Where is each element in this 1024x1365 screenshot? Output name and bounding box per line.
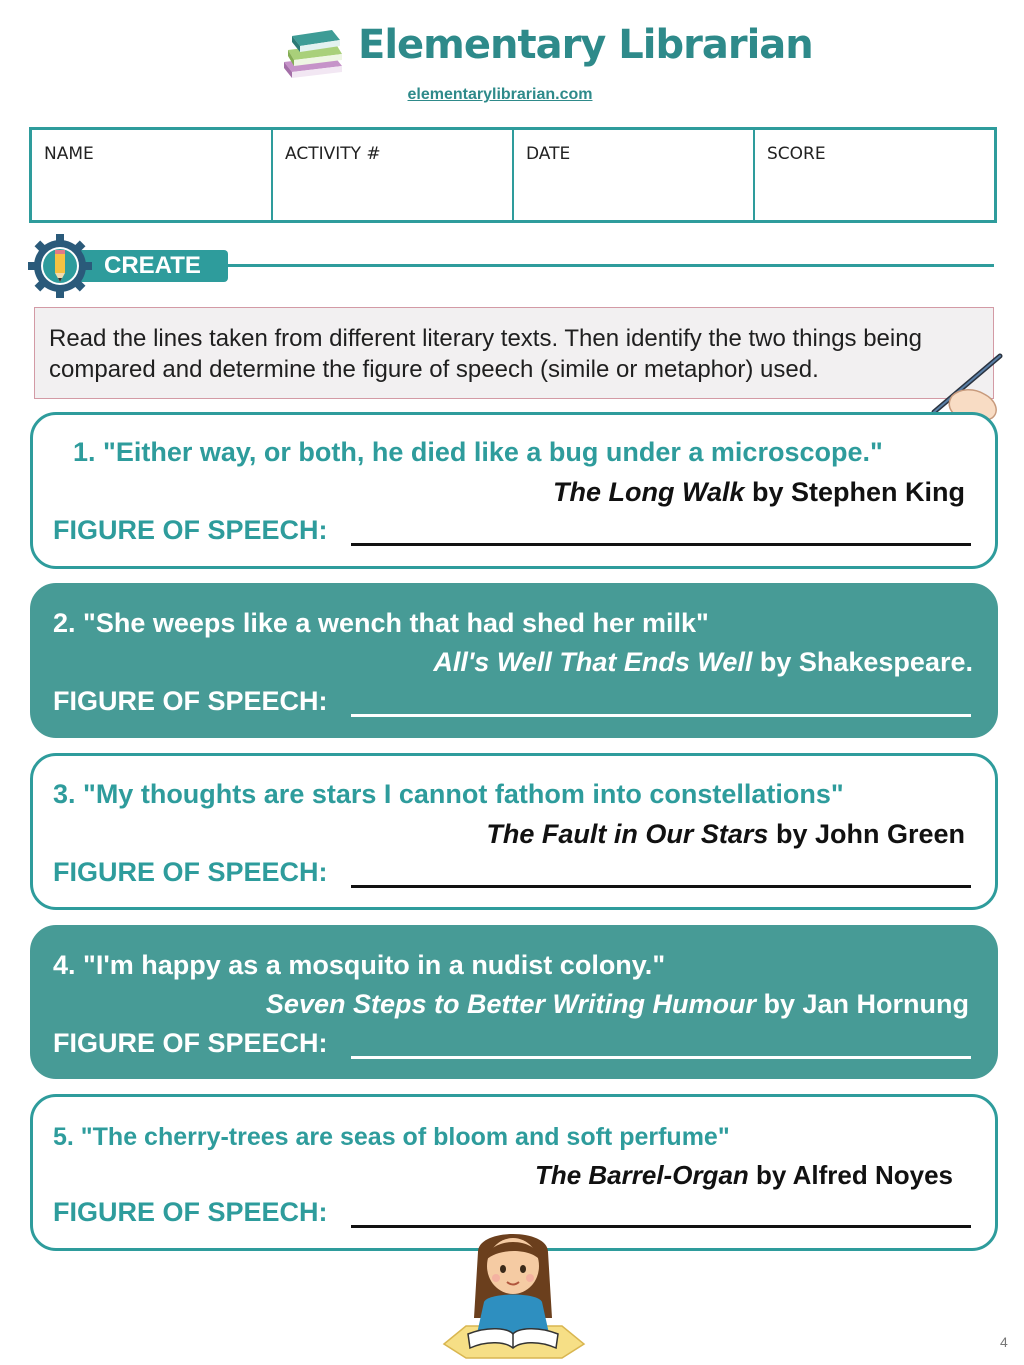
source-author: by John Green xyxy=(768,819,965,849)
question-source xyxy=(433,647,973,678)
source-author: by Jan Hornung xyxy=(755,989,969,1019)
question-quote: 5. "The cherry-trees are seas of bloom and soft perfume" xyxy=(53,1123,730,1151)
question-quote: 1. "Either way, or both, he died like a bug under a microscope." xyxy=(73,437,883,467)
activity-field[interactable]: ACTIVITY # xyxy=(273,130,514,220)
girl-reading-illustration xyxy=(438,1222,588,1362)
source-author: by Shakespeare. xyxy=(752,647,973,677)
question-quote: 2. "She weeps like a wench that had shed her milk" xyxy=(53,608,709,638)
question-card-4 xyxy=(30,925,998,1079)
answer-label: FIGURE OF SPEECH: xyxy=(53,1028,328,1058)
question-source xyxy=(535,1160,953,1191)
source-title: Seven Steps to Better Writing Humour xyxy=(265,989,756,1019)
answer-label: FIGURE OF SPEECH: xyxy=(53,515,328,545)
score-field[interactable]: SCORE xyxy=(767,144,826,164)
source-author: by Stephen King xyxy=(744,477,965,507)
question-card-1 xyxy=(30,412,998,569)
website-link[interactable]: elementarylibrarian.com xyxy=(407,86,593,103)
answer-blank[interactable] xyxy=(351,543,971,546)
question-source xyxy=(486,819,965,850)
source-title: The Fault in Our Stars xyxy=(486,819,769,849)
answer-blank[interactable] xyxy=(351,885,971,888)
page-number: 4 xyxy=(1000,1334,1008,1350)
section-label: CREATE xyxy=(104,252,201,279)
section-divider xyxy=(220,264,994,267)
gear-pencil-icon xyxy=(28,234,92,298)
source-title: The Barrel-Organ xyxy=(534,1160,749,1190)
answer-label: FIGURE OF SPEECH: xyxy=(53,686,328,716)
date-field[interactable]: DATE xyxy=(514,130,755,220)
question-quote: 4. "I'm happy as a mosquito in a nudist colony." xyxy=(53,950,666,980)
question-source xyxy=(266,989,969,1020)
name-field[interactable]: NAME xyxy=(32,130,273,220)
student-info-table xyxy=(29,127,997,223)
answer-label: FIGURE OF SPEECH: xyxy=(53,1197,328,1227)
question-source xyxy=(553,477,965,508)
answer-blank[interactable] xyxy=(351,714,971,717)
source-title: The Long Walk xyxy=(552,477,745,507)
question-card-2 xyxy=(30,583,998,738)
source-title: All's Well That Ends Well xyxy=(433,647,753,677)
instructions-box: Read the lines taken from different literary texts. Then identify the two things being compared and determine the figure of speech (simile or metaphor) used. xyxy=(34,307,994,399)
books-logo-icon xyxy=(278,24,348,80)
logo-title: Elementary Librarian xyxy=(358,22,813,68)
answer-label: FIGURE OF SPEECH: xyxy=(53,857,328,887)
question-quote: 3. "My thoughts are stars I cannot fathom into constellations" xyxy=(53,779,844,809)
site-logo xyxy=(278,20,813,82)
question-card-3 xyxy=(30,753,998,910)
answer-blank[interactable] xyxy=(351,1056,971,1059)
source-author: by Alfred Noyes xyxy=(748,1160,953,1190)
